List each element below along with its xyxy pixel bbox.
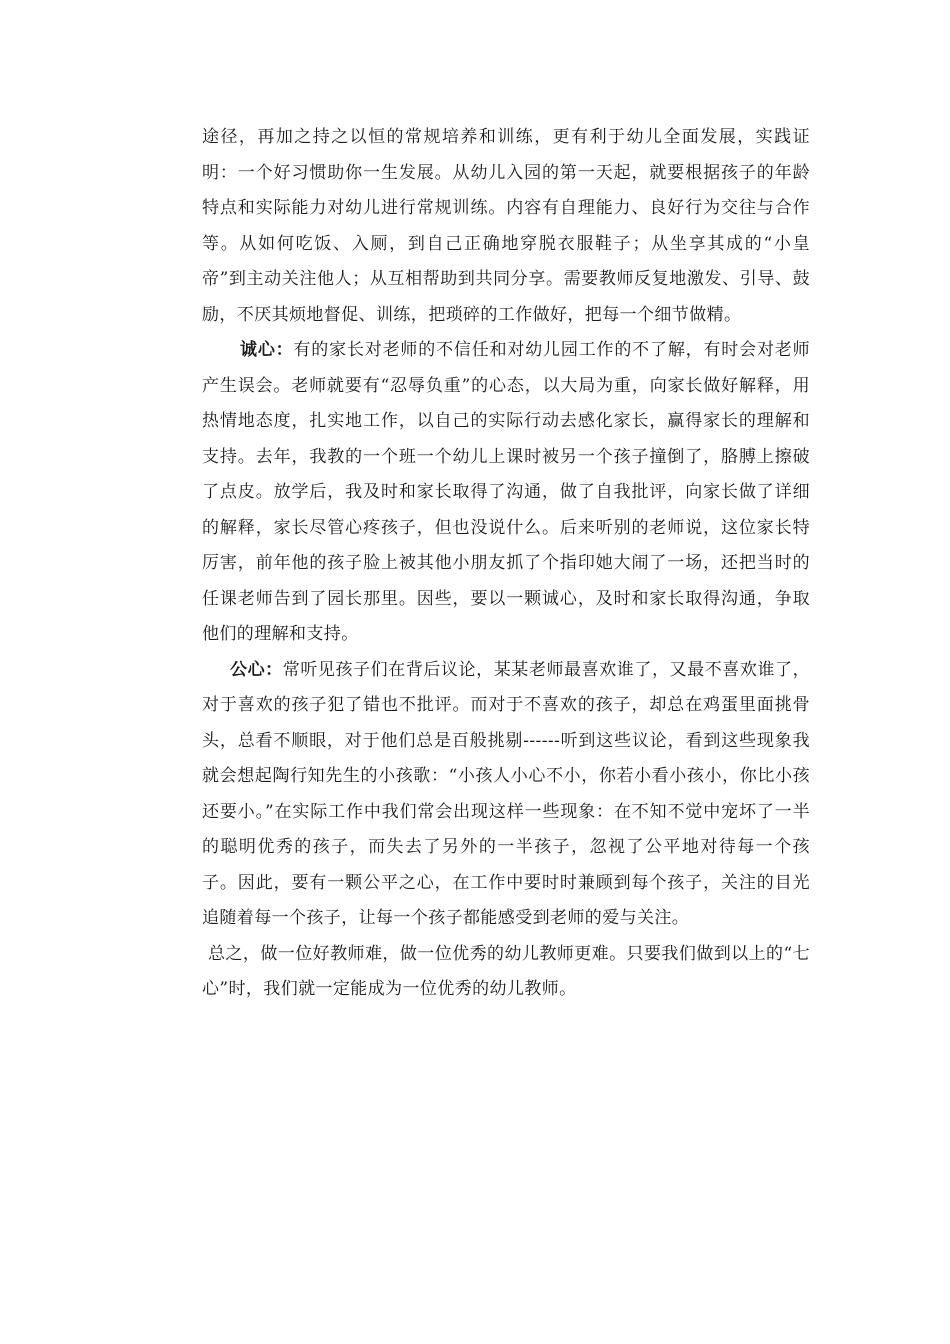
paragraph-heading-fairness: 公心： (230, 659, 283, 680)
paragraph-heading-sincerity: 诚心： (240, 340, 294, 360)
paragraph-conclusion (202, 937, 810, 1008)
paragraph-text: 途径，再加之持之以恒的常规培养和训练，更有利于幼儿全面发展，实践证明：一个好习惯助你一生发展。从幼儿入园的第一天起，就要根据孩子的年龄特点和实际能力对幼儿进行常规训练。内容有自理能力、良好行为交往与合作等。从如何吃饭、入厕，到自己正确地穿脱衣服鞋子；从坐享其成的“小皇帝”到主动关注他人；从互相帮助到共同分享。需要教师反复地激发、引导、鼓励，不厌其烦地督促、训练，把琐碎的工作做好，把每一个细节做精。 (202, 127, 810, 325)
paragraph-text: 常听见孩子们在背后议论，某某老师最喜欢谁了，又最不喜欢谁了，对于喜欢的孩子犯了错也不批评。而对于不喜欢的孩子，却总在鸡蛋里面挑骨头，总看不顺眼，对于他们总是百般挑剔------听到这些议论，看到这些现象我就会想起陶行知先生的小孩歌：“小孩人小心不小，你若小看小孩小，你比小孩还要小。”在实际工作中我们常会出现这样一些现象：在不知不觉中宠坏了一半的聪明优秀的孩子，而失去了另外的一半孩子，忽视了公平地对待每一个孩子。因此，要有一颗公平之心，在工作中要时时兼顾到每个孩子，关注的目光追随着每一个孩子，让每一个孩子都能感受到老师的爱与关注。 (202, 659, 811, 928)
paragraph-sincerity (202, 333, 810, 653)
paragraph-text: 总之，做一位好教师难，做一位优秀的幼儿教师更难。只要我们做到以上的“七心”时，我们就一定能成为一位优秀的幼儿教师。 (202, 943, 810, 999)
paragraph-text: 有的家长对老师的不信任和对幼儿园工作的不了解，有时会对老师产生误会。老师就要有“忍辱负重”的心态，以大局为重，向家长做好解释，用热情地态度，扎实地工作，以自己的实际行动去感化家长，赢得家长的理解和支持。去年，我教的一个班一个幼儿上课时被另一个孩子撞倒了，胳膊上擦破了点皮。放学后，我及时和家长取得了沟通，做了自我批评，向家长做了详细的解释，家长尽管心疼孩子，但也没说什么。后来听别的老师说，这位家长特厉害，前年他的孩子脸上被其他小朋友抓了个指印她大闹了一场，还把当时的任课老师告到了园长那里。因些，要以一颗诚心，及时和家长取得沟通，争取他们的理解和支持。 (202, 340, 810, 644)
paragraph-habits (202, 120, 810, 333)
paragraph-fairness (202, 653, 810, 937)
document-body (202, 120, 810, 1008)
